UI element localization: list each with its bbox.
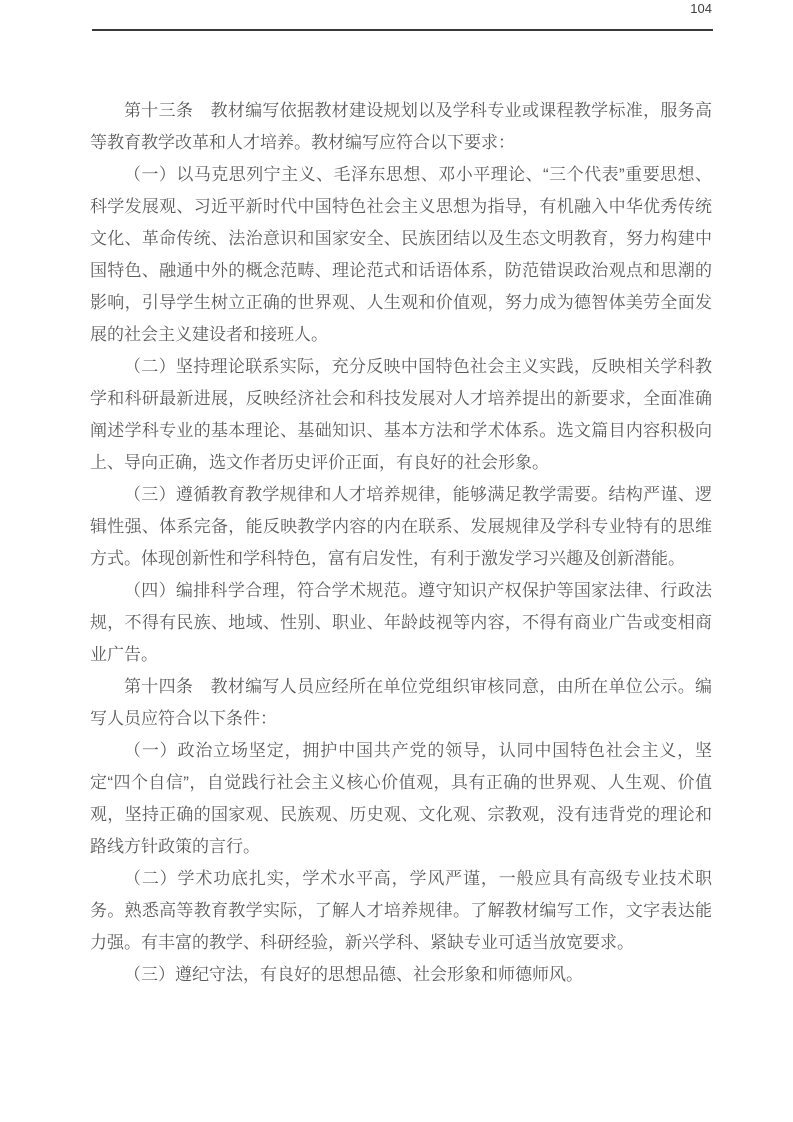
paragraph-article-13-item-3: （三）遵循教育教学规律和人才培养规律，能够满足教学需要。结构严谨、逻辑性强、体系完备，能反映教学内容的内在联系、发展规律及学科专业特有的思维方式。体现创新性和学科特色，富有启发性，有利于激发学习兴趣及创新潜能。 xyxy=(90,485,712,568)
paragraph-article-13-item-2: （二）坚持理论联系实际，充分反映中国特色社会主义实践，反映相关学科教学和科研最新进展，反映经济社会和科技发展对人才培养提出的新要求，全面准确阐述学科专业的基本理论、基础知识、基本方法和学术体系。选文篇目内容积极向上、导向正确，选文作者历史评价正面，有良好的社会形象。 xyxy=(90,357,712,472)
paragraph-article-13-item-4: （四）编排科学合理，符合学术规范。遵守知识产权保护等国家法律、行政法规，不得有民族、地域、性别、职业、年龄歧视等内容，不得有商业广告或变相商业广告。 xyxy=(90,581,712,664)
paragraph-article-14-item-3: （三）遵纪守法，有良好的思想品德、社会形象和师德师风。 xyxy=(124,965,583,984)
paragraph-article-13-item-1: （一）以马克思列宁主义、毛泽东思想、邓小平理论、“三个代表”重要思想、科学发展观、习近平新时代中国特色社会主义思想为指导，有机融入中华优秀传统文化、革命传统、法治意识和国家安全、民族团结以及生态文明教育，努力构建中国特色、融通中外的概念范畴、理论范式和话语体系，防范错误政治观点和思潮的影响，引导学生树立正确的世界观、人生观和价值观，努力成为德智体美劳全面发展的社会主义建设者和接班人。 xyxy=(90,165,712,344)
header-rule xyxy=(92,29,713,31)
paragraph-article-14: 第十四条 教材编写人员应经所在单位党组织审核同意，由所在单位公示。编写人员应符合以下条件： xyxy=(90,677,712,728)
paragraph-article-13: 第十三条 教材编写依据教材建设规划以及学科专业或课程教学标准，服务高等教育教学改革和人才培养。教材编写应符合以下要求： xyxy=(90,101,712,152)
paragraph-article-14-item-1: （一）政治立场坚定，拥护中国共产党的领导，认同中国特色社会主义，坚定“四个自信”，自觉践行社会主义核心价值观，具有正确的世界观、人生观、价值观，坚持正确的国家观、民族观、历史观、文化观、宗教观，没有违背党的理论和路线方针政策的言行。 xyxy=(90,741,712,856)
paragraph-article-14-item-2: （二）学术功底扎实，学术水平高，学风严谨，一般应具有高级专业技术职务。熟悉高等教育教学实际，了解人才培养规律。了解教材编写工作，文字表达能力强。有丰富的教学、科研经验，新兴学科、紧缺专业可适当放宽要求。 xyxy=(90,869,712,952)
document-body xyxy=(90,95,712,991)
page-number: 104 xyxy=(690,1,712,16)
